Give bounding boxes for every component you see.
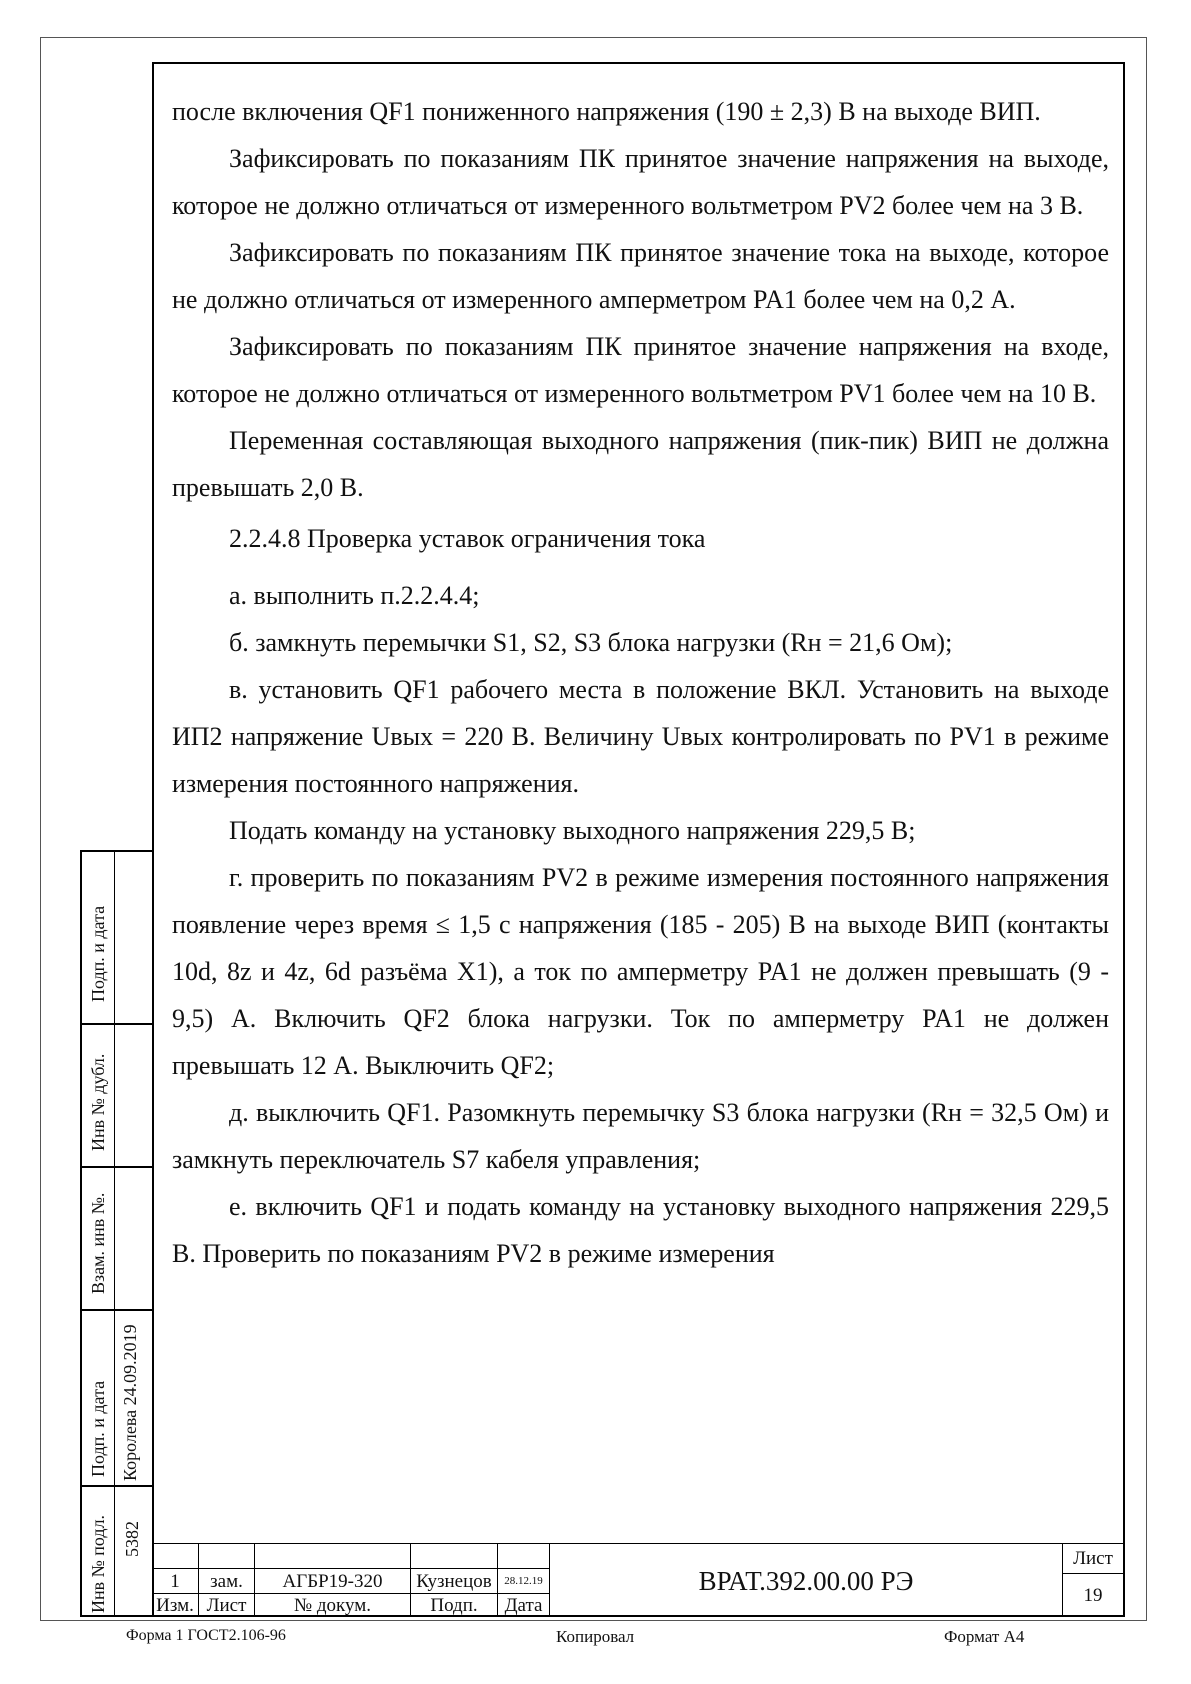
step-item: Подать команду на установку выходного напряжения 229,5 В; [229,816,916,845]
sheet-label: Лист [1062,1543,1123,1573]
body-text [172,88,1109,1277]
list-label: Лист [198,1593,254,1617]
step-item: а. выполнить п.2.2.4.4; [229,581,480,610]
doc-label: № докум. [254,1593,410,1617]
footer-format: Формат А4 [944,1627,1025,1646]
side-label: Инв № подл. [88,1514,108,1613]
date-label: Дата [497,1593,549,1617]
signature: Королева 24.09.2019 [120,1324,140,1481]
inv-podl-number: 5382 [122,1521,142,1557]
step-item: г. проверить по показаниям PV2 в режиме измерения постоянного напряжения появление через время ≤ 1,5 с напряжения (185 - 205) В на выходе ВИП (контакты 10d, 8z и 4z, 6d разъёма X1), а ток по амперметру PA1 не должен превышать (9 - 9,5) А. Включить QF2 блока нагрузки. Ток по амперметру PA1 не должен превышать 12 А. Выключить QF2; [172,863,1109,1080]
step-item: е. включить QF1 и подать команду на установку выходного напряжения 229,5 В. Проверить по показаниям PV2 в режиме измерения [172,1192,1109,1268]
title-block [152,1543,1125,1617]
section-heading: 2.2.4.8 Проверка уставок ограничения тока [229,524,706,553]
side-label: Инв № дубл. [88,1053,108,1151]
side-stamp-podp-data-2 [80,1309,152,1487]
step-item: б. замкнуть перемычки S1, S2, S3 блока нагрузки (Rн = 21,6 Ом); [229,628,953,657]
footer-copied: Копировал [556,1627,635,1646]
side-label: Подп. и дата [88,905,108,1002]
izm-value: 1 [152,1568,198,1593]
list-value: зам. [198,1568,254,1593]
paragraph: Зафиксировать по показаниям ПК принятое значение тока на выходе, которое не должно отличаться от измеренного амперметром PA1 более чем на 0,2 А. [172,238,1109,314]
step-item: д. выключить QF1. Разомкнуть перемычку S3 блока нагрузки (Rн = 32,5 Ом) и замкнуть переключатель S7 кабеля управления; [172,1098,1109,1174]
side-stamp-inv-dubl [80,1023,152,1168]
sign-date: 28.12.19 [497,1568,549,1593]
sheet-number: 19 [1062,1573,1123,1617]
paragraph: Зафиксировать по показаниям ПК принятое значение напряжения на выходе, которое не должно отличаться от измеренного вольтметром PV2 более чем на 3 В. [172,144,1109,220]
paragraph: Переменная составляющая выходного напряжения (пик-пик) ВИП не должна превышать 2,0 В. [172,426,1109,502]
side-stamp-podp-data-1 [80,850,152,1025]
paragraph: после включения QF1 пониженного напряжения (190 ± 2,3) В на выходе ВИП. [172,97,1041,126]
footer-form: Форма 1 ГОСТ2.106-96 [126,1627,286,1644]
side-stamp-vzam-inv [80,1166,152,1311]
izm-label: Изм. [152,1593,198,1617]
podp-label: Подп. [410,1593,497,1617]
doc-designation: ВРАТ.392.00.00 РЭ [549,1543,1062,1617]
side-label: Подп. и дата [88,1380,108,1477]
signer-name: Кузнецов [410,1568,497,1593]
doc-number: АГБР19-320 [254,1568,410,1593]
step-item: в. установить QF1 рабочего места в положение ВКЛ. Установить на выходе ИП2 напряжение Uвых = 220 В. Величину Uвых контролировать по PV1 в режиме измерения постоянного напряжения. [172,675,1109,798]
side-label: Взам. инв №. [88,1192,108,1294]
side-stamp-inv-podl [80,1485,152,1617]
paragraph: Зафиксировать по показаниям ПК принятое значение напряжения на входе, которое не должно отличаться от измеренного вольтметром PV1 более чем на 10 В. [172,332,1109,408]
